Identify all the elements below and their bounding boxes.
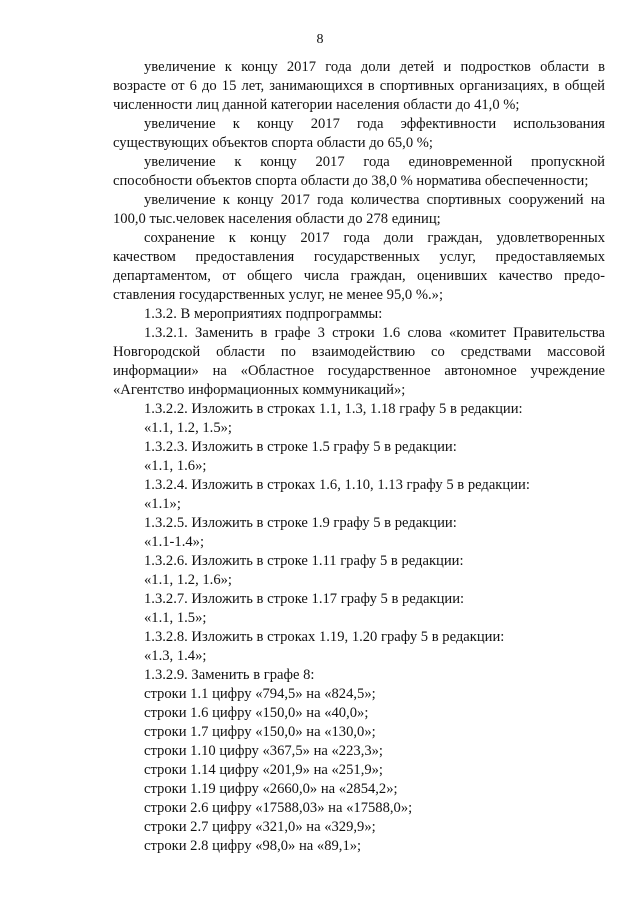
list-item: строки 1.7 цифру «150,0» на «130,0»;: [144, 724, 376, 740]
paragraph-line: департаментом, от общего числа граждан, оценивших качество предо-: [113, 268, 605, 284]
list-item: строки 1.14 цифру «201,9» на «251,9»;: [144, 762, 383, 778]
paragraph-line: возрасте от 6 до 15 лет, занимающихся в спортивных организациях, в общей: [113, 78, 605, 94]
paragraph-line: увеличение к концу 2017 года эффективности использования: [144, 116, 605, 132]
paragraph-line: увеличение к концу 2017 года единовременной пропускной: [144, 154, 605, 170]
paragraph-line: Новгородской области по взаимодействию со средствами массовой: [113, 344, 605, 360]
list-item: «1.1»;: [144, 496, 181, 512]
list-item: строки 1.6 цифру «150,0» на «40,0»;: [144, 705, 369, 721]
list-item: «1.3, 1.4»;: [144, 648, 207, 664]
list-item: 1.3.2.5. Изложить в строке 1.9 графу 5 в редакции:: [144, 515, 457, 531]
list-item: «1.1, 1.2, 1.6»;: [144, 572, 232, 588]
list-item: «1.1, 1.6»;: [144, 458, 207, 474]
page-number: 8: [316, 32, 324, 47]
list-item: «1.1-1.4»;: [144, 534, 204, 550]
paragraph-line: увеличение к концу 2017 года количества спортивных сооружений на: [144, 192, 605, 208]
paragraph-line: ставления государственных услуг, не менее 95,0 %.»;: [113, 287, 443, 303]
paragraph-line: 1.3.2.1. Заменить в графе 3 строки 1.6 слова «комитет Правительства: [144, 325, 605, 341]
paragraph-line: «Агентство информационных коммуникаций»;: [113, 382, 406, 398]
paragraph-line: 100,0 тыс.человек населения области до 278 единиц;: [113, 211, 441, 227]
list-item: строки 2.8 цифру «98,0» на «89,1»;: [144, 838, 362, 854]
paragraph-line: численности лиц данной категории населения области до 41,0 %;: [113, 97, 520, 113]
paragraph-line: способности объектов спорта области до 38,0 % норматива обеспеченности;: [113, 173, 589, 189]
list-item: строки 2.6 цифру «17588,03» на «17588,0»;: [144, 800, 413, 816]
paragraph-line: сохранение к концу 2017 года доли граждан, удовлетворенных: [144, 230, 605, 246]
list-item: «1.1, 1.2, 1.5»;: [144, 420, 232, 436]
list-item: 1.3.2.6. Изложить в строке 1.11 графу 5 в редакции:: [144, 553, 464, 569]
paragraph-line: увеличение к концу 2017 года доли детей и подростков области в: [144, 59, 605, 75]
list-item: «1.1, 1.5»;: [144, 610, 207, 626]
list-item: 1.3.2.8. Изложить в строках 1.19, 1.20 графу 5 в редакции:: [144, 629, 505, 645]
paragraph-line: существующих объектов спорта области до 65,0 %;: [113, 135, 433, 151]
list-item: 1.3.2.4. Изложить в строках 1.6, 1.10, 1.13 графу 5 в редакции:: [144, 477, 530, 493]
paragraph-line: качеством предоставления государственных услуг, предоставляемых: [113, 249, 605, 265]
paragraph-line: 1.3.2. В мероприятиях подпрограммы:: [144, 306, 383, 322]
list-item: 1.3.2.9. Заменить в графе 8:: [144, 667, 315, 683]
list-item: 1.3.2.7. Изложить в строке 1.17 графу 5 в редакции:: [144, 591, 465, 607]
list-item: строки 2.7 цифру «321,0» на «329,9»;: [144, 819, 376, 835]
paragraph-line: информации» на «Областное государственное автономное учреждение: [113, 363, 605, 379]
list-item: 1.3.2.2. Изложить в строках 1.1, 1.3, 1.18 графу 5 в редакции:: [144, 401, 523, 417]
list-item: строки 1.10 цифру «367,5» на «223,3»;: [144, 743, 383, 759]
document-body: [113, 58, 605, 856]
list-item: строки 1.1 цифру «794,5» на «824,5»;: [144, 686, 376, 702]
list-item: 1.3.2.3. Изложить в строке 1.5 графу 5 в редакции:: [144, 439, 457, 455]
list-item: строки 1.19 цифру «2660,0» на «2854,2»;: [144, 781, 398, 797]
